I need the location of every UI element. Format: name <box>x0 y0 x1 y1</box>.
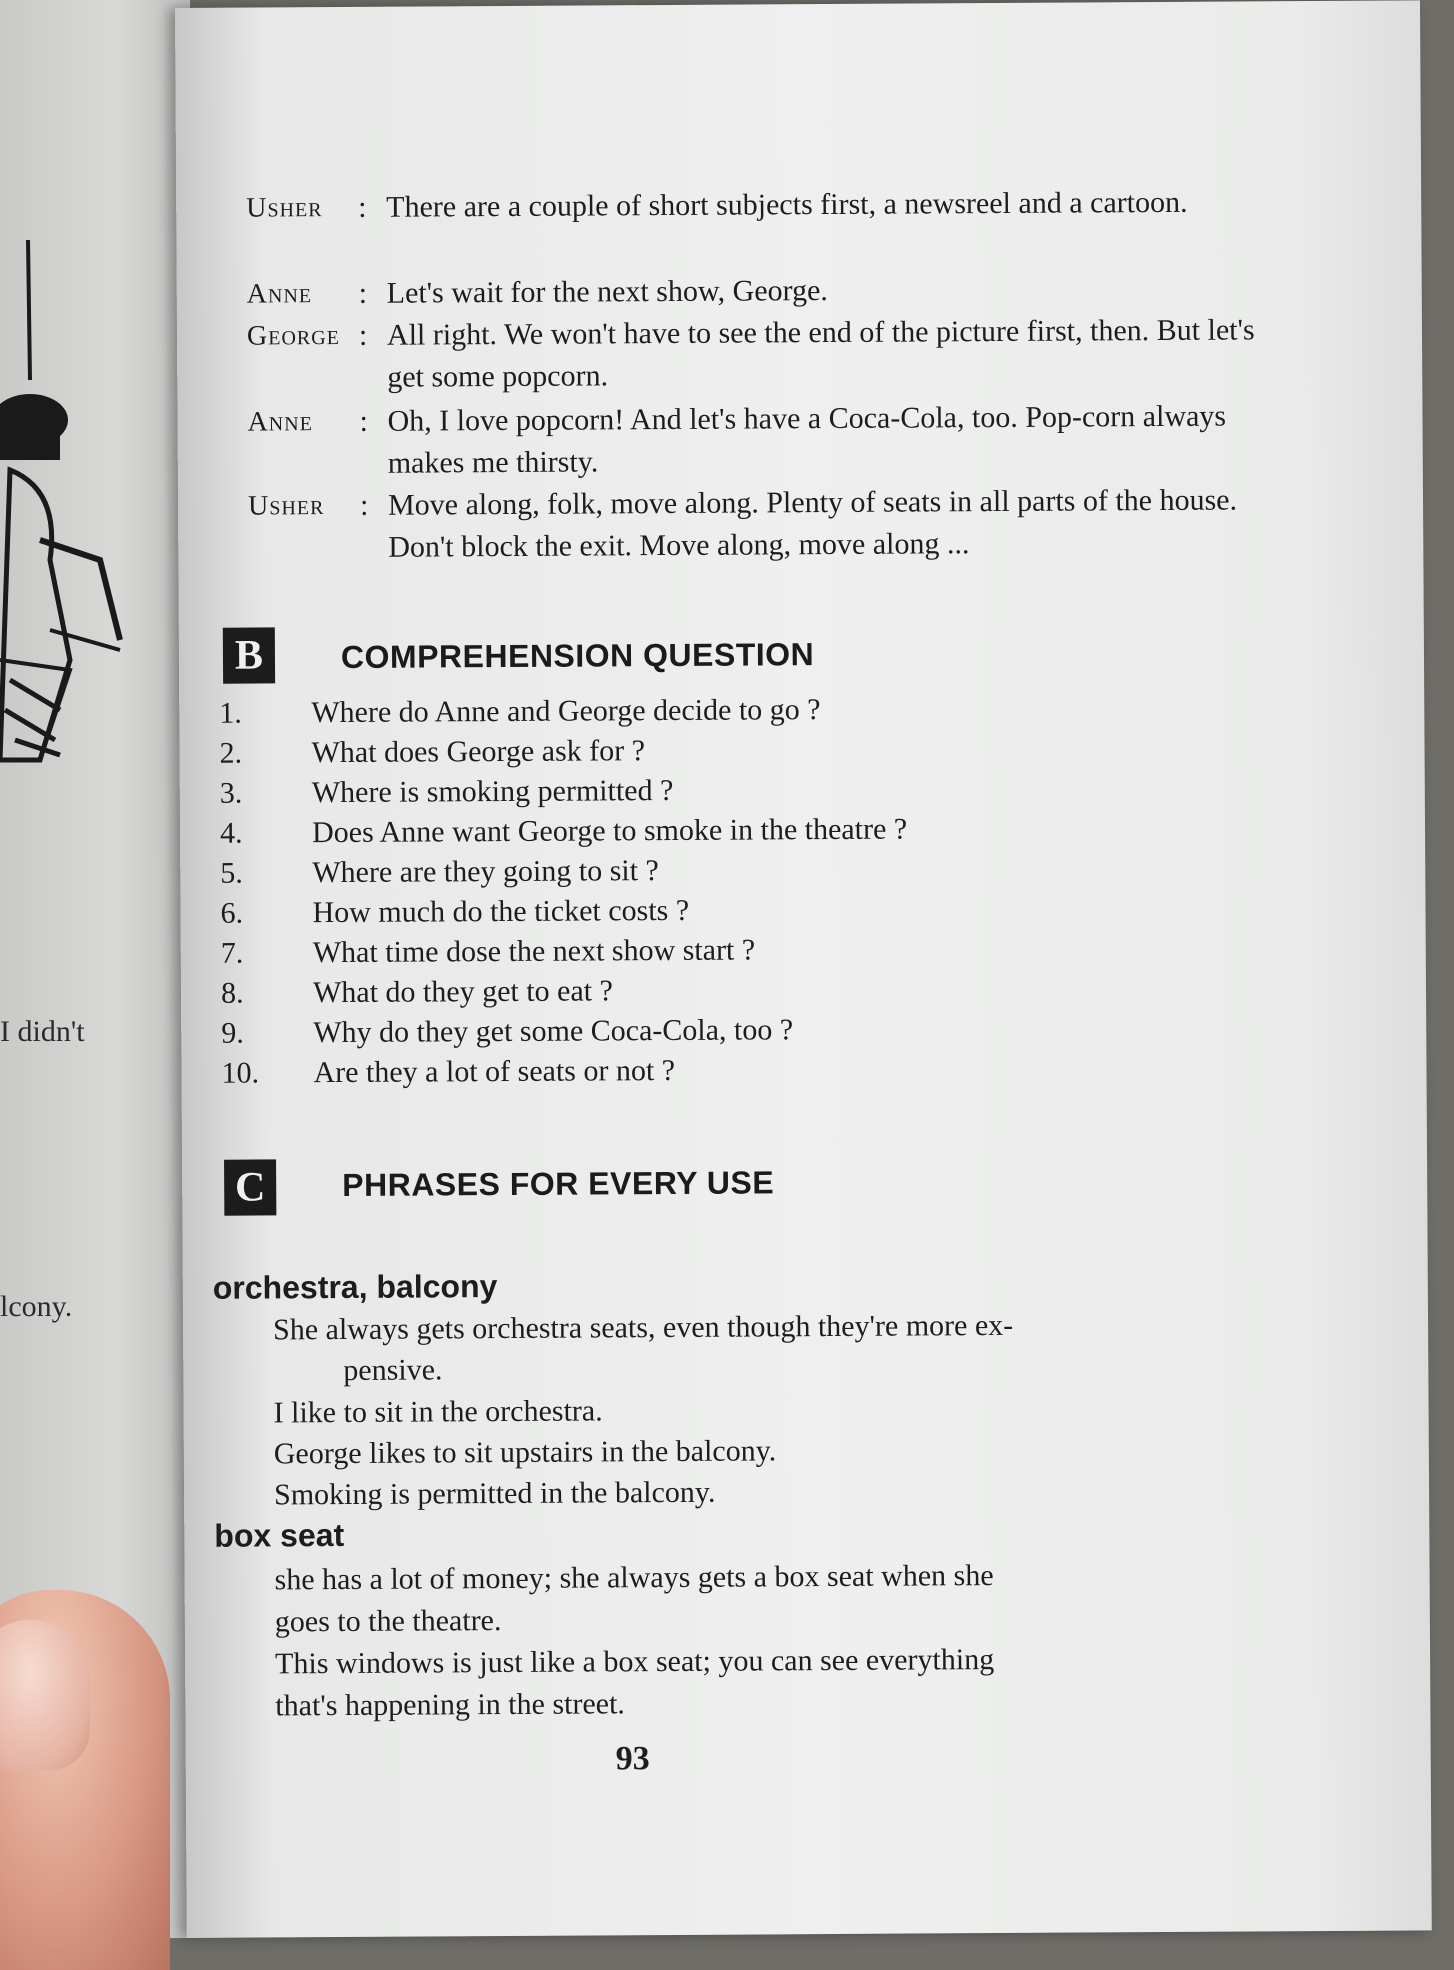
thumb <box>0 1590 170 1970</box>
speaker-name: Usher <box>246 192 323 224</box>
question-list <box>219 688 1221 1094</box>
question-item <box>219 688 1219 734</box>
question-number: 6. <box>220 896 244 930</box>
page-number: 93 <box>615 1740 650 1778</box>
question-number: 5. <box>220 856 243 890</box>
speaker-name: Anne <box>247 406 313 438</box>
facing-page-text-fragment: lcony. <box>0 1290 73 1323</box>
question-text: Where do Anne and George decide to go ? <box>311 693 821 730</box>
speaker-name: George <box>246 319 340 352</box>
question-text: What does George ask for ? <box>311 734 646 770</box>
colon: : <box>359 488 369 522</box>
example-sentence: goes to the theatre. <box>274 1604 502 1639</box>
phrase-term: box seat <box>214 1516 345 1554</box>
question-item <box>221 1048 1221 1094</box>
question-item <box>219 728 1219 774</box>
cartoon-figure-illustration <box>0 240 130 800</box>
colon: : <box>358 276 368 310</box>
section-b-title: COMPREHENSION QUESTION <box>340 636 815 675</box>
question-text: What do they get to eat ? <box>312 974 614 1010</box>
thumbnail <box>0 1620 90 1770</box>
question-text: Are they a lot of seats or not ? <box>313 1053 676 1090</box>
question-text: Does Anne want George to smoke in the theatre ? <box>311 812 908 850</box>
question-number: 1. <box>219 696 242 730</box>
example-sentence: that's happening in the street. <box>275 1687 625 1723</box>
section-c-title: PHRASES FOR EVERY USE <box>342 1164 775 1204</box>
example-sentence: Smoking is permitted in the balcony. <box>273 1475 716 1512</box>
question-item <box>220 848 1220 894</box>
question-number: 10. <box>221 1056 260 1090</box>
dialogue-text: Let's wait for the next show, George. <box>386 274 828 310</box>
question-item <box>220 768 1220 814</box>
question-item <box>220 808 1220 854</box>
example-sentence: She always gets orchestra seats, even though they're more ex- <box>272 1308 1014 1347</box>
example-sentence: I like to sit in the orchestra. <box>273 1394 603 1430</box>
speaker-name: Anne <box>246 278 313 310</box>
colon: : <box>359 404 368 438</box>
example-sentence: pensive. <box>343 1353 443 1387</box>
question-text: What time dose the next show start ? <box>312 933 756 970</box>
question-text: How much do the ticket costs ? <box>312 893 690 930</box>
question-text: Where are they going to sit ? <box>312 854 659 890</box>
question-item <box>221 928 1221 974</box>
question-number: 9. <box>221 1016 244 1050</box>
section-b-marker: B <box>223 627 275 683</box>
example-sentence: George likes to sit upstairs in the balcony. <box>273 1434 777 1471</box>
example-sentence: This windows is just like a box seat; you can see everything <box>275 1643 995 1681</box>
facing-page-text-fragment: I didn't <box>0 1015 85 1048</box>
question-item <box>221 1008 1221 1054</box>
example-sentence: she has a lot of money; she always gets a box seat when she <box>274 1559 994 1597</box>
question-item <box>221 968 1221 1014</box>
dialogue-text: All right. We won't have to see the end of the picture first, then. But let's get some popcorn. <box>386 313 1255 394</box>
question-item <box>220 888 1220 934</box>
question-text: Why do they get some Coca-Cola, too ? <box>313 1013 794 1050</box>
facing-page <box>0 0 190 1938</box>
dialogue-text: Move along, folk, move along. Plenty of seats in all parts of the house. Don't block the exit. Move along, move along ... <box>387 483 1238 564</box>
book-page <box>175 0 1432 1938</box>
question-number: 8. <box>220 976 244 1010</box>
question-number: 4. <box>219 816 243 850</box>
question-text: Where is smoking permitted ? <box>311 773 674 810</box>
dialogue-line <box>246 181 1346 224</box>
dialogue-line <box>246 267 1347 310</box>
question-number: 7. <box>220 936 244 970</box>
colon: : <box>358 318 368 352</box>
phrase-term: orchestra, balcony <box>212 1268 498 1306</box>
question-number: 2. <box>219 736 243 770</box>
speaker-name: Usher <box>247 490 325 522</box>
dialogue-text: There are a couple of short subjects first, a newsreel and a cartoon. <box>386 185 1188 224</box>
section-c-marker: C <box>224 1159 276 1215</box>
dialogue-text: Oh, I love popcorn! And let's have a Coca-Cola, too. Pop-corn always makes me thirsty. <box>387 399 1227 480</box>
question-number: 3. <box>219 776 243 810</box>
colon: : <box>358 190 367 224</box>
